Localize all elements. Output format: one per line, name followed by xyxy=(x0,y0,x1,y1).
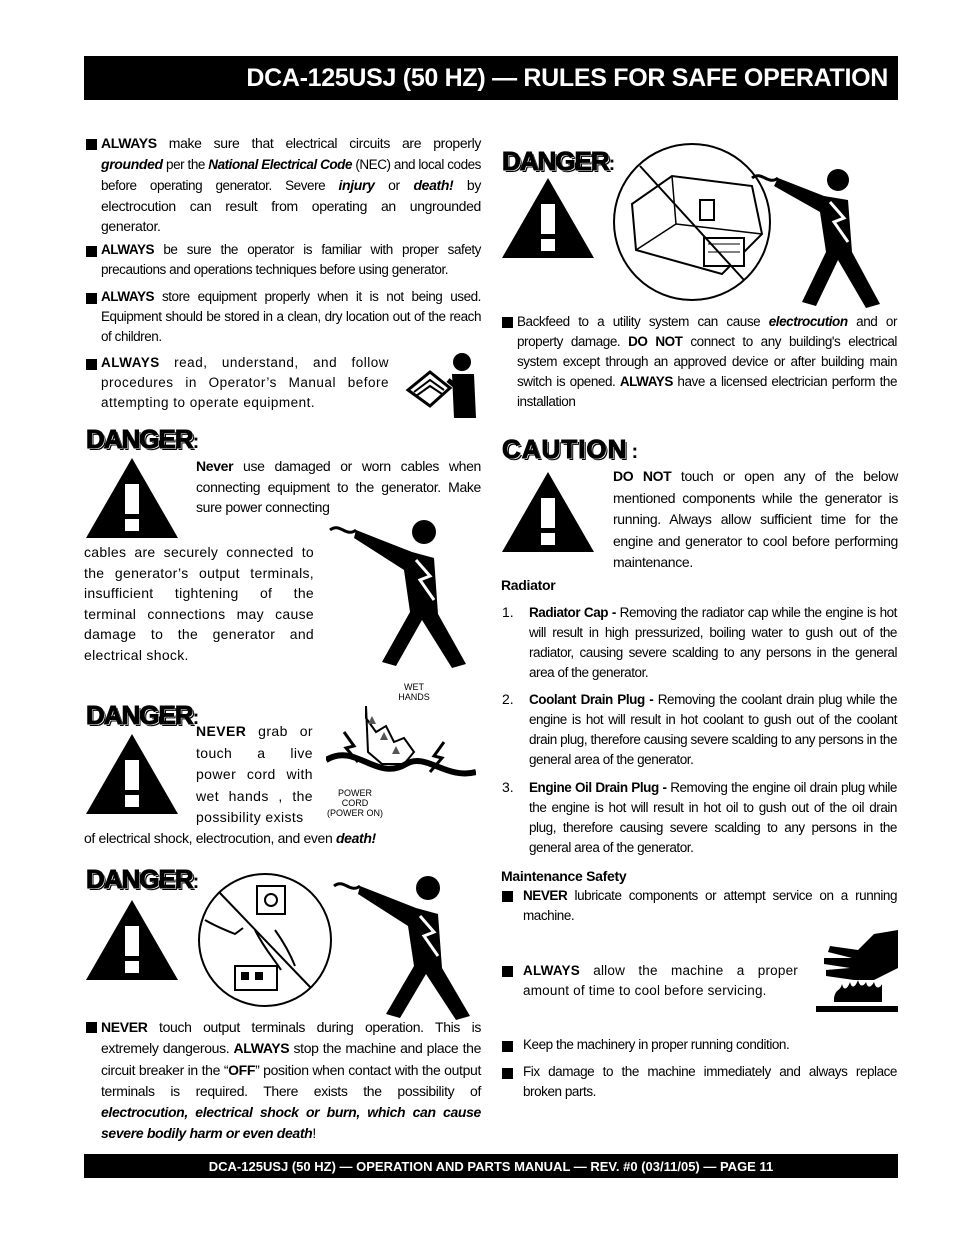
rule-text: touch output terminals during operation. This is extremely dangerous. xyxy=(101,1019,481,1057)
rule-text: stop the machine and place the circuit breaker in the “ xyxy=(101,1040,482,1078)
rule-text: lubricate components or attempt service on a running machine. xyxy=(523,888,897,923)
bullet-marker xyxy=(502,1041,513,1052)
emphasis-injury: injury xyxy=(338,176,375,193)
no-backfeed-icon xyxy=(612,134,902,314)
keyword-always: ALWAYS xyxy=(619,374,673,389)
rule-text: allow the machine a proper amount of time to cool before servicing. xyxy=(523,963,798,998)
heading-colon: : xyxy=(192,431,200,453)
item-number: 1. xyxy=(502,604,514,620)
maint-proper-condition: Keep the machinery in proper running condition. xyxy=(523,1037,790,1052)
rule-text: and or property damage. xyxy=(517,314,897,349)
electric-shock-person-icon xyxy=(330,872,480,1022)
emphasis-death: death! xyxy=(335,830,376,846)
caution-text xyxy=(613,466,898,574)
keyword-never: NEVER xyxy=(523,888,568,903)
electric-shock-person-icon xyxy=(326,516,476,671)
bullet-marker xyxy=(502,891,513,902)
warning-triangle-icon xyxy=(84,456,180,540)
emphasis-grounded: grounded xyxy=(101,155,163,172)
danger-heading xyxy=(502,146,615,177)
heading-colon: : xyxy=(608,153,616,175)
warning-triangle-icon xyxy=(84,898,180,982)
rule-text: have a licensed electrician perform the installation xyxy=(517,374,897,409)
rule-text: connect to any building's electrical system except through an approved device or after building main switch is opened. xyxy=(517,334,897,389)
item-text: Removing the radiator cap while the engine is hot will result in high pressurized, boiling water to gush out of the radiator, causing severe scalding to any persons in the general area of the generator. xyxy=(529,605,897,680)
danger-label: DANGER xyxy=(502,146,609,176)
rule-text: touch or open any of the below mentioned components while the generator is running. Always allow sufficient time for the engine and generator to cool before performing maintenance. xyxy=(613,468,898,570)
rule-text: grab or touch a live power cord with wet hands , the possibility exists xyxy=(196,723,313,825)
maint-never-lubricate xyxy=(523,886,897,926)
danger-label: DANGER xyxy=(86,864,193,894)
rule-text: ! xyxy=(312,1125,316,1142)
bullet-marker xyxy=(86,359,97,370)
page-title: DCA-125USJ (50 HZ) — RULES FOR SAFE OPERATION xyxy=(246,63,888,92)
no-touch-terminals-icon xyxy=(192,870,335,1010)
keyword-do-not: DO NOT xyxy=(628,334,683,349)
danger-heading xyxy=(86,700,199,731)
rule-text: read, understand, and follow procedures in Operator’s Manual before attempting to operate equipment. xyxy=(101,355,389,410)
item-radiator-cap xyxy=(529,603,897,683)
radiator-heading: Radiator xyxy=(501,577,556,593)
rule-text: be sure the operator is familiar with proper safety precautions and operations techniques before using generator. xyxy=(101,242,481,277)
danger-terminals-text xyxy=(101,1017,481,1145)
rule-text: use damaged or worn cables when connecting equipment to the generator. Make sure power connecting xyxy=(196,458,481,515)
item-label: Coolant Drain Plug - xyxy=(529,692,654,707)
bullet-marker xyxy=(86,293,97,304)
keyword-always: ALWAYS xyxy=(101,242,155,257)
keyword-always: ALWAYS xyxy=(101,355,160,370)
keyword-never: NEVER xyxy=(101,1019,148,1035)
heading-colon: : xyxy=(631,441,639,463)
page-header xyxy=(84,56,898,100)
danger-label: DANGER xyxy=(86,700,193,730)
item-number: 3. xyxy=(502,779,514,795)
danger-backfeed-text xyxy=(517,312,897,412)
rule-store-equipment xyxy=(101,287,481,347)
bullet-marker xyxy=(502,1068,513,1079)
danger-label: DANGER xyxy=(86,424,193,454)
item-coolant-drain-plug xyxy=(529,690,897,770)
caution-heading xyxy=(502,434,638,465)
emphasis-death: death! xyxy=(413,176,454,193)
rule-text: store equipment properly when it is not being used. Equipment should be stored in a clean, dry location out of the reach of children. xyxy=(101,289,481,344)
wet-hands-label: WET HANDS xyxy=(398,682,430,702)
emphasis-nec: National Electrical Code xyxy=(208,156,353,172)
maintenance-heading: Maintenance Safety xyxy=(501,868,627,884)
emphasis-electrocution: electrocution, electrical shock or burn, which can cause severe bodily harm or even death xyxy=(101,1104,481,1142)
danger-heading xyxy=(86,864,199,895)
rule-text: of electrical shock, electrocution, and even xyxy=(84,830,336,846)
danger-cables-text-top xyxy=(196,456,481,518)
rule-text: Backfeed to a utility system can cause xyxy=(517,314,769,329)
rule-read-manual xyxy=(101,353,389,413)
keyword-always: ALWAYS xyxy=(101,135,157,151)
keyword-always: ALWAYS xyxy=(523,963,580,978)
keyword-never: Never xyxy=(196,458,234,474)
item-label: Radiator Cap - xyxy=(529,605,616,620)
warning-triangle-icon xyxy=(500,176,596,260)
bullet-marker xyxy=(86,1022,97,1033)
heading-colon: : xyxy=(192,871,200,893)
item-text: Removing the engine oil drain plug while the engine is hot will result in hot oil to gush out of the oil drain plug, therefore causing severe scalding to any persons in the general area of the generator. xyxy=(529,780,897,855)
heading-colon: : xyxy=(192,707,200,729)
keyword-do-not: DO NOT xyxy=(613,468,672,484)
item-engine-oil-drain-plug xyxy=(529,778,897,858)
keyword-always: ALWAYS xyxy=(101,289,155,304)
danger-wet-hands-text-bottom xyxy=(84,828,484,849)
rule-text: make sure that electrical circuits are properly xyxy=(156,135,481,151)
bullet-marker xyxy=(502,317,513,328)
rule-grounding xyxy=(101,133,481,237)
item-number: 2. xyxy=(502,691,514,707)
keyword-off: OFF xyxy=(228,1061,256,1078)
keyword-never: NEVER xyxy=(196,723,247,739)
keyword-always: ALWAYS xyxy=(233,1040,290,1057)
wet-hands-cord-icon xyxy=(326,702,476,802)
bullet-marker xyxy=(86,139,97,150)
danger-heading xyxy=(86,424,199,455)
reading-manual-icon xyxy=(404,350,484,420)
rule-text: (NEC) and local codes before operating generator. Severe xyxy=(101,156,481,193)
rule-operator-familiar xyxy=(101,240,481,280)
rule-text: or xyxy=(374,176,414,193)
caution-label: CAUTION xyxy=(502,434,628,464)
emphasis-electrocution: electrocution xyxy=(768,314,848,329)
footer-text: DCA-125USJ (50 HZ) — OPERATION AND PARTS MANUAL — REV. #0 (03/11/05) — PAGE 11 xyxy=(208,1158,774,1174)
maint-allow-cooling xyxy=(523,961,798,1001)
maint-fix-damage: Fix damage to the machine immediately and always replace broken parts. xyxy=(523,1064,897,1099)
warning-triangle-icon xyxy=(500,470,596,554)
item-label: Engine Oil Drain Plug - xyxy=(529,780,667,795)
danger-wet-hands-text-top xyxy=(196,721,313,829)
rule-text: per the xyxy=(162,156,209,172)
warning-triangle-icon xyxy=(84,732,180,816)
rule-text: ” position when contact with the output terminals is required. There exists the possibility of xyxy=(101,1061,481,1099)
power-cord-label: POWER CORD (POWER ON) xyxy=(327,788,383,818)
bullet-marker xyxy=(86,246,97,257)
danger-cables-text-bottom: cables are securely connected to the generator’s output terminals, insufficient tightening of the terminal connections may cause damage to the generator and electrical shock. xyxy=(84,544,314,663)
rule-text: by electrocution can result from operating an ungrounded generator. xyxy=(101,176,481,234)
hot-surface-hand-icon xyxy=(814,928,900,1014)
item-text: Removing the coolant drain plug while the engine is hot will result in hot coolant to gush out of the coolant drain plug, therefore causing severe scalding to any persons in the general area of the generator. xyxy=(529,692,897,767)
page-footer xyxy=(84,1154,898,1178)
bullet-marker xyxy=(502,966,513,977)
